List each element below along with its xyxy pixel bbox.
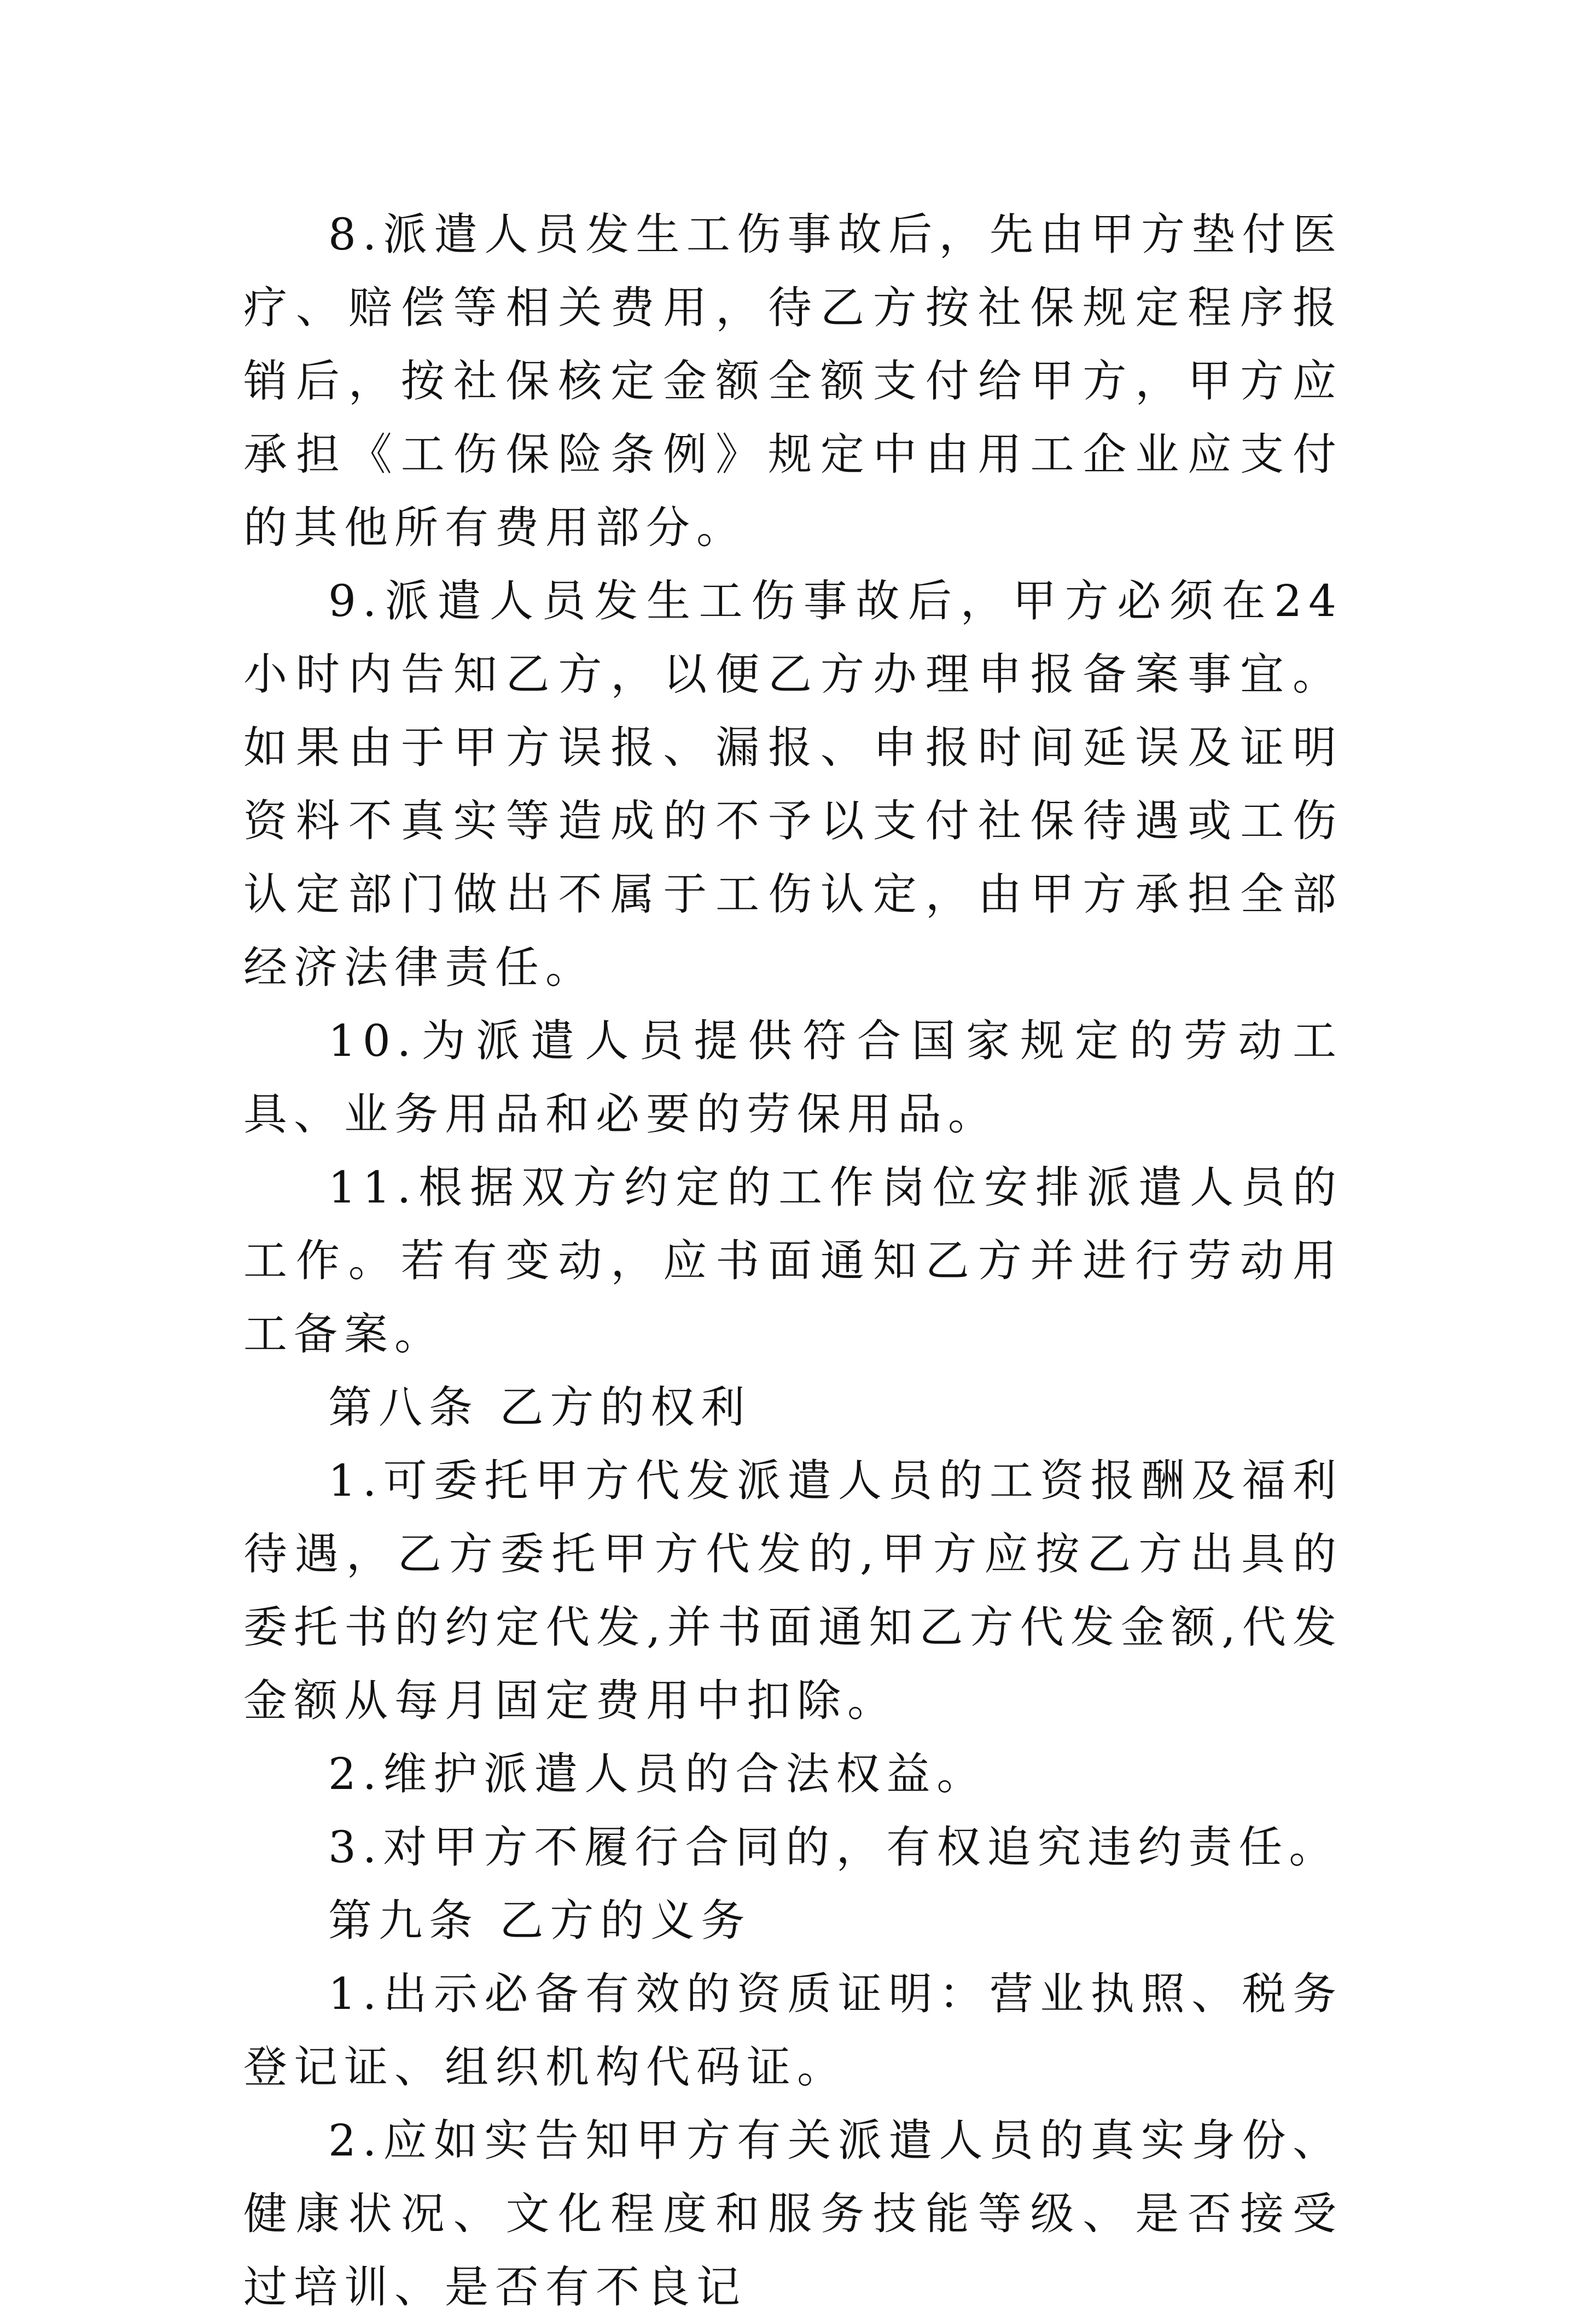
- article-9-item-1: 1.出示必备有效的资质证明：营业执照、税务登记证、组织机构代码证。: [243, 1968, 1343, 2093]
- article-8-item-1: 1.可委托甲方代发派遣人员的工资报酬及福利待遇，乙方委托甲方代发的,甲方应按乙方出具的委托书的约定代发,并书面通知乙方代发金额,代发金额从每月固定费用中扣除。: [243, 1455, 1343, 1726]
- article-8-item-3: 3.对甲方不履行合同的，有权追究违约责任。: [328, 1822, 1340, 1873]
- clause-7-item-8: 8.派遣人员发生工伤事故后，先由甲方垫付医疗、赔偿等相关费用，待乙方按社保规定程序报销后，按社保核定金额全额支付给甲方，甲方应承担《工伤保险条例》规定中由用工企业应支付的其他所有费用部分。: [243, 209, 1343, 553]
- document-body: [243, 198, 1343, 2324]
- article-9-item-2: 2.应如实告知甲方有关派遣人员的真实身份、健康状况、文化程度和服务技能等级、是否接受过培训、是否有不良记: [243, 2115, 1343, 2313]
- clause-7-item-11: 11.根据双方约定的工作岗位安排派遣人员的工作。若有变动，应书面通知乙方并进行劳动用工备案。: [243, 1162, 1343, 1359]
- clause-7-item-9: 9.派遣人员发生工伤事故后，甲方必须在24小时内告知乙方，以便乙方办理申报备案事宜。如果由于甲方误报、漏报、申报时间延误及证明资料不真实等造成的不予以支付社保待遇或工伤认定部门做出不属于工伤认定，由甲方承担全部经济法律责任。: [243, 576, 1343, 993]
- article-8-item-2: 2.维护派遣人员的合法权益。: [328, 1748, 987, 1799]
- article-8-heading: 第八条 乙方的权利: [328, 1382, 752, 1433]
- clause-7-item-10: 10.为派遣人员提供符合国家规定的劳动工具、业务用品和必要的劳保用品。: [243, 1015, 1343, 1140]
- article-9-heading: 第九条 乙方的义务: [328, 1895, 752, 1946]
